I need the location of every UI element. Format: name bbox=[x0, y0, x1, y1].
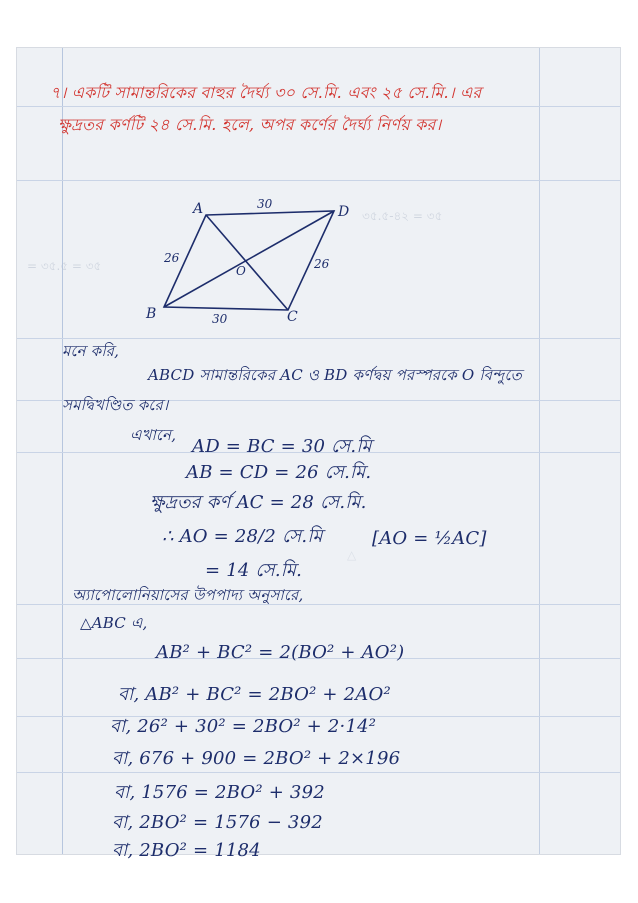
step-6: বা, 2BO² = 1576 − 392 bbox=[112, 812, 323, 833]
vertex-label-a: A bbox=[193, 201, 204, 217]
solution-intro-2: ABCD সামান্তরিকের AC ও BD কর্ণদ্বয় পরস্পরকে O বিন্দুতে bbox=[148, 366, 522, 384]
equation-diagonal-ac: ক্ষুদ্রতর কর্ণ AC = 28 সে.মি. bbox=[150, 492, 367, 513]
question-line-1: ৭। একটি সামান্তরিকের বাহুর দৈর্ঘ্য ৩০ সে.মি. এবং ২৫ সে.মি.। এর bbox=[50, 83, 482, 102]
side-label-right: 26 bbox=[314, 257, 330, 271]
question-line-2: ক্ষুদ্রতর কর্ণটি ২৪ সে.মি. হলে, অপর কর্ণের দৈর্ঘ্য নির্ণয় কর। bbox=[58, 115, 442, 134]
vertex-label-d: D bbox=[338, 204, 350, 220]
bleed-through-text: △ bbox=[347, 548, 357, 562]
vertex-label-b: B bbox=[146, 306, 157, 322]
step-7: বা, 2BO² = 1184 bbox=[112, 840, 261, 861]
equation-ad-bc: AD = BC = 30 সে.মি bbox=[192, 436, 372, 457]
step-1: AB² + BC² = 2(BO² + AO²) bbox=[156, 642, 405, 663]
equation-ao-note: [AO = ½AC] bbox=[372, 528, 487, 549]
step-3: বা, 26² + 30² = 2BO² + 2·14² bbox=[110, 716, 377, 737]
triangle-label: △ABC এ, bbox=[80, 614, 148, 632]
side-label-left: 26 bbox=[164, 251, 180, 265]
bleed-through-text: ৩৫.৫-৪২ = ৩৫ bbox=[362, 209, 443, 223]
side-label-top: 30 bbox=[257, 197, 273, 211]
equation-ao-value: = 14 সে.মি. bbox=[205, 560, 303, 581]
theorem-statement: অ্যাপোলোনিয়াসের উপপাদ্য অনুসারে, bbox=[72, 586, 304, 604]
step-4: বা, 676 + 900 = 2BO² + 2×196 bbox=[112, 748, 401, 769]
equation-ao: ∴ AO = 28/2 সে.মি bbox=[162, 526, 323, 547]
parallelogram-lines bbox=[164, 211, 334, 310]
bleed-through-text: = ৩৫.৫ = ৩৫ bbox=[27, 259, 102, 273]
center-label-o: O bbox=[236, 264, 246, 278]
side-label-bottom: 30 bbox=[212, 312, 228, 326]
step-5: বা, 1576 = 2BO² + 392 bbox=[114, 782, 325, 803]
solution-intro-3: সমদ্বিখণ্ডিত করে। bbox=[62, 396, 169, 414]
equation-ab-cd: AB = CD = 26 সে.মি. bbox=[186, 462, 372, 483]
solution-intro-1: মনে করি, bbox=[62, 342, 120, 360]
given-label: এখানে, bbox=[130, 426, 177, 444]
step-2: বা, AB² + BC² = 2BO² + 2AO² bbox=[118, 684, 391, 705]
vertex-label-c: C bbox=[287, 309, 298, 325]
